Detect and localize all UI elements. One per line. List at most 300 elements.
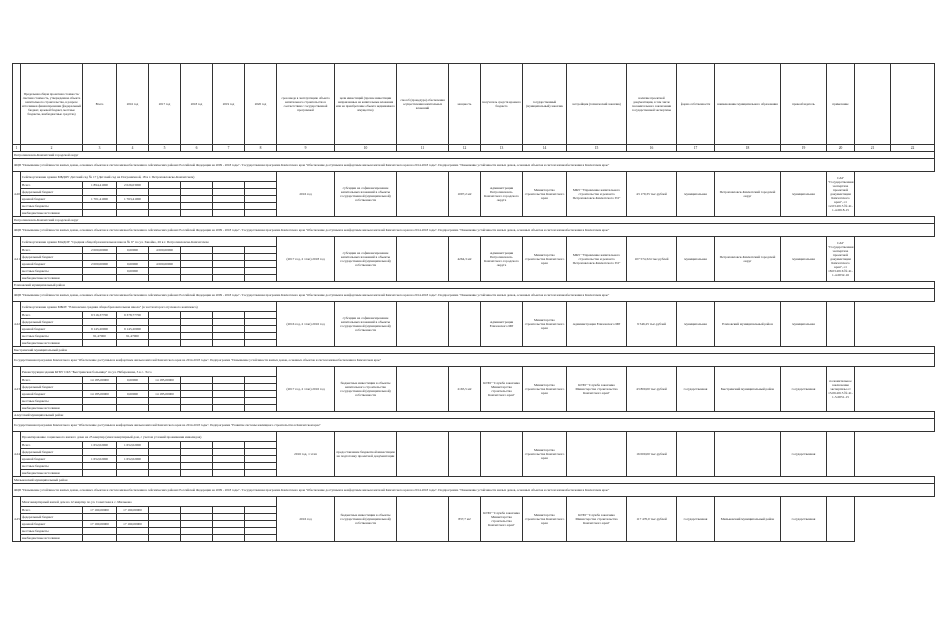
finance-value (149, 326, 181, 333)
finance-value (149, 319, 181, 326)
finance-value (149, 535, 181, 542)
finance-label: местные бюджеты (21, 268, 83, 275)
finance-value (149, 398, 181, 405)
finance-value (213, 210, 245, 217)
finance-value (213, 521, 245, 528)
finance-value: 1 894,41000 (83, 182, 117, 189)
object-goal: бюджетные инвестиции в объекты государственной (муниципальной) собственности (335, 497, 397, 542)
object-number: 4.20 (13, 172, 21, 217)
finance-label: краевой бюджет (21, 326, 83, 333)
header-cell: Предельная общая проектная стоимость/сметная стоимость, утвержденная объекта капитального строительства, в разрезе источников финансирования (федеральный бюджет, краевой бюджет, местные бюджеты, внебюджетные средства) (21, 64, 83, 145)
finance-value (83, 398, 117, 405)
finance-value (117, 189, 149, 196)
object-recipient: Администрация Петропавловск-Камчатского городского округа (481, 172, 523, 217)
object-customer: Министерство строительства Камчатского края (523, 497, 567, 542)
finance-label: федеральный бюджет (21, 514, 83, 521)
object-holder: муниципальная (781, 237, 827, 282)
header-cell: получатель средств краевого бюджета (481, 64, 523, 145)
finance-value (117, 470, 149, 477)
section-row (13, 152, 935, 159)
finance-value (181, 521, 213, 528)
finance-value (245, 391, 277, 398)
finance-value (181, 470, 213, 477)
object-developer: МКУ "Управление капитального строительства и ремонта Петропавловск-Камчатского ГО" (567, 172, 627, 217)
finance-value (181, 247, 213, 254)
finance-value (83, 275, 117, 282)
finance-label: федеральный бюджет (21, 189, 83, 196)
finance-value (149, 340, 181, 347)
finance-value (149, 210, 181, 217)
finance-value (245, 261, 277, 268)
finance-value (213, 326, 245, 333)
object-doc: 117 470,0 тыс.рублей (627, 497, 677, 542)
finance-value: 0,00000 (117, 268, 149, 275)
column-number-row (13, 145, 935, 152)
section-row (13, 347, 935, 354)
finance-value (213, 333, 245, 340)
finance-value (213, 384, 245, 391)
finance-label: федеральный бюджет (21, 449, 83, 456)
finance-value (245, 377, 277, 384)
finance-value (213, 254, 245, 261)
finance-value (149, 268, 181, 275)
finance-label: местные бюджеты (21, 398, 83, 405)
finance-value (181, 189, 213, 196)
object-capacity: 837,7 м2 (449, 497, 481, 542)
column-number: 1 (13, 145, 21, 152)
finance-value (245, 442, 277, 449)
finance-label: внебюджетные источники (21, 535, 83, 542)
column-number: 12 (449, 145, 481, 152)
object-method (397, 367, 449, 412)
table-header-row (13, 64, 935, 145)
object-row (13, 432, 935, 442)
column-number: 6 (181, 145, 213, 152)
header-cell: правообладатель (781, 64, 827, 145)
finance-value (149, 528, 181, 535)
object-number: 4.24 (13, 432, 21, 477)
finance-value (245, 521, 277, 528)
header-cell: наличие проектной документации, в том числе положительного заключения государственной экспертизы (627, 64, 677, 145)
finance-value (149, 196, 181, 203)
object-customer: Министерство строительства Камчатского края (523, 172, 567, 217)
section-title: Елизовский муниципальный район (13, 282, 935, 289)
object-goal: субсидии на софинансирование капитальных вложений в объекты государственной (муниципальной) собственности (335, 172, 397, 217)
finance-value (213, 247, 245, 254)
finance-value (117, 405, 149, 412)
finance-value (117, 340, 149, 347)
finance-value (149, 182, 181, 189)
program-title: ФЦП "Повышение устойчивости жилых домов, основных объектов и систем жизнеобеспечения в сейсмических районах Российской Федерации на 2009 - 2018 годы" / Государственная программа Камчатского края "Обеспечение доступным и комфортным жильем жителей Камчатского края на 2014-2018 годы". Подпрограмма "Повышение устойчивости жилых домов, основных объектов и систем жизнеобеспечения в Камчатском крае" (13, 159, 935, 172)
object-capacity (449, 432, 481, 477)
finance-value (149, 384, 181, 391)
finance-label: местные бюджеты (21, 463, 83, 470)
finance-value (213, 514, 245, 521)
object-recipient: КГБУ "Служба заказчика Министерства строительства Камчатского края" (481, 497, 523, 542)
column-number: 22 (891, 145, 935, 152)
finance-value (245, 312, 277, 319)
object-ownership: государственная (677, 497, 715, 542)
finance-label: внебюджетные источники (21, 340, 83, 347)
finance-value (83, 384, 117, 391)
finance-value (213, 449, 245, 456)
object-ownership: государственная (677, 367, 715, 412)
object-note: САУ "Государственная экспертиза проектной документации Камчатского края", от 12.03.2015 № 41-1-4-0018-15 (827, 172, 855, 217)
finance-value (149, 449, 181, 456)
finance-value (181, 456, 213, 463)
object-note: САУ "Государственная экспертиза проектной документации Камчатского края", от 18.03.2016 № 41-1-4-0032-16 (827, 237, 855, 282)
finance-value (117, 203, 149, 210)
finance-value: 1 652,02000 (117, 456, 149, 463)
object-method (397, 237, 449, 282)
finance-value: 17 160,00000 (83, 507, 117, 514)
object-ownership: муниципальная (677, 302, 715, 347)
finance-value (149, 470, 181, 477)
object-municipality: Быстринский муниципальный район (715, 367, 781, 412)
finance-value (213, 405, 245, 412)
finance-value (245, 449, 277, 456)
column-number: 14 (523, 145, 567, 152)
header-cell: Всего (83, 64, 117, 145)
object-method (397, 497, 449, 542)
object-customer: Министерство строительства Камчатского края (523, 367, 567, 412)
finance-value (181, 442, 213, 449)
header-cell: 2019 год (213, 64, 245, 145)
finance-value (245, 384, 277, 391)
finance-value: 2 000,00000 (83, 247, 117, 254)
object-municipality: Мильковский муниципальный район (715, 497, 781, 542)
object-years: (2016 год, 2 этап) 2016 год (277, 302, 335, 347)
object-number: 4.21 (13, 237, 21, 282)
finance-value (83, 405, 117, 412)
section-title: Мильковский муниципальный район (13, 477, 935, 484)
finance-value: 14 185,00000 (83, 377, 117, 384)
finance-value (213, 377, 245, 384)
finance-value (117, 535, 149, 542)
finance-value (83, 449, 117, 456)
finance-value (213, 340, 245, 347)
finance-value (213, 261, 245, 268)
object-capacity: 2165,5 м2 (449, 367, 481, 412)
finance-value (149, 507, 181, 514)
finance-label: краевой бюджет (21, 391, 83, 398)
object-recipient: Администрация Елизовского МР (481, 302, 523, 347)
finance-value (245, 463, 277, 470)
finance-value (83, 535, 117, 542)
finance-value (245, 319, 277, 326)
program-row (13, 159, 935, 172)
finance-value (83, 319, 117, 326)
column-number: 4 (117, 145, 149, 152)
finance-value (245, 189, 277, 196)
section-title: Петропавловск-Камчатский городской округ (13, 152, 935, 159)
finance-value: 14 185,00000 (83, 391, 117, 398)
finance-label: Всего (21, 377, 83, 384)
finance-value (149, 275, 181, 282)
finance-value (149, 203, 181, 210)
finance-value (213, 507, 245, 514)
object-name: Многоквартирный жилой дом на 12 квартир по ул. Советская в с. Мильково (21, 497, 277, 507)
finance-value: 17 160,00000 (117, 507, 149, 514)
object-goal: субсидии на софинансирование капитальных вложений в объекты государственной (муниципальной) собственности (335, 302, 397, 347)
object-note (827, 302, 855, 347)
finance-label: Всего (21, 507, 83, 514)
finance-value: 0,00000 (117, 261, 149, 268)
column-number: 9 (277, 145, 335, 152)
finance-value (213, 398, 245, 405)
header-cell: способ (процедура) обеспечения осуществления капитальных вложений (397, 64, 449, 145)
object-number: 4.25 (13, 497, 21, 542)
finance-value (213, 182, 245, 189)
object-customer: Министерство строительства Камчатского края (523, 237, 567, 282)
object-holder: государственная (781, 367, 827, 412)
finance-value: 9 516,37700 (83, 312, 117, 319)
finance-value (245, 456, 277, 463)
finance-value (181, 528, 213, 535)
header-cell: срок ввода в эксплуатацию объекта капитального строительства в соответствии с государственной программой (277, 64, 335, 145)
finance-label: краевой бюджет (21, 456, 83, 463)
finance-value (149, 463, 181, 470)
program-row (13, 484, 935, 497)
finance-value: 9 145,20000 (83, 326, 117, 333)
object-recipient: Администрация Петропавловск-Камчатского городского округа (481, 237, 523, 282)
object-row (13, 172, 935, 182)
finance-value (181, 261, 213, 268)
object-method (397, 302, 449, 347)
finance-value: 4 000,00000 (149, 261, 181, 268)
column-number: 16 (627, 145, 677, 152)
program-title: ФЦП "Повышение устойчивости жилых домов, основных объектов и систем жизнеобеспечения в сейсмических районах Российской Федерации на 2009 - 2018 годы" / Государственная программа Камчатского края "Обеспечение доступным и комфортным жильем жителей Камчатского края на 2014-2018 годы". Подпрограмма "Повышение устойчивости жилых домов, основных объектов и систем жизнеобеспечения в Камчатском крае" (13, 484, 935, 497)
finance-value (245, 326, 277, 333)
finance-value (117, 319, 149, 326)
program-title: Государственная программа Камчатского края "Обеспечение доступным и комфортным жильем жителей Камчатского края на 2014-2018 годы". Подпрограмма "Развитие системы жилищного строительства в Камчатском крае" (13, 419, 935, 432)
finance-value: 17 160,00000 (117, 521, 149, 528)
object-doc: 107 574,324 тыс.рублей (627, 237, 677, 282)
finance-value (149, 189, 181, 196)
finance-label: федеральный бюджет (21, 254, 83, 261)
object-holder: государственная (781, 432, 827, 477)
finance-value: 9 145,20000 (117, 326, 149, 333)
object-name: Сейсмоусиление здания МАДОУ "Средняя общеобразовательная школа № 6" по ул. Завойко, 26 в г. Петропавловске-Камчатском (21, 237, 277, 247)
finance-label: внебюджетные источники (21, 470, 83, 477)
object-years: (2017 год, 2 этап) 2016 год (277, 367, 335, 412)
finance-value (181, 514, 213, 521)
object-number: 4.23 (13, 367, 21, 412)
object-years: 2016 год, 1 этап (277, 432, 335, 477)
object-ownership (677, 432, 715, 477)
section-row (13, 477, 935, 484)
finance-value (213, 275, 245, 282)
column-number: 3 (83, 145, 117, 152)
finance-value (213, 203, 245, 210)
finance-value (181, 449, 213, 456)
finance-value (181, 182, 213, 189)
finance-value (181, 196, 213, 203)
program-row (13, 354, 935, 367)
finance-value (83, 470, 117, 477)
finance-value (213, 470, 245, 477)
section-title: Петропавловск-Камчатский городской округ (13, 217, 935, 224)
finance-label: краевой бюджет (21, 261, 83, 268)
header-cell: наименование муниципального образования (715, 64, 781, 145)
column-number: 5 (149, 145, 181, 152)
finance-value (181, 398, 213, 405)
object-method (397, 172, 449, 217)
finance-value: 0,00000 (117, 377, 149, 384)
finance-value (149, 442, 181, 449)
finance-value: 91,47000 (117, 333, 149, 340)
finance-label: краевой бюджет (21, 521, 83, 528)
finance-value (181, 254, 213, 261)
object-goal: предоставление бюджетной инвестиции на подготовку проектной документации (335, 432, 397, 477)
finance-label: внебюджетные источники (21, 405, 83, 412)
object-ownership: муниципальная (677, 172, 715, 217)
object-holder: муниципальная (781, 302, 827, 347)
finance-value: 0,00000 (117, 391, 149, 398)
finance-value (117, 384, 149, 391)
finance-value (245, 333, 277, 340)
object-goal: субсидии на софинансирование капитальных вложений в объекты государственной (муниципальной) собственности (335, 237, 397, 282)
object-row (13, 367, 935, 377)
finance-value (213, 391, 245, 398)
object-municipality: Петропавловск-Камчатский городской округ (715, 237, 781, 282)
object-recipient: КГБУ "Служба заказчика Министерства строительства Камчатского края" (481, 367, 523, 412)
object-row (13, 302, 935, 312)
finance-value (181, 203, 213, 210)
finance-value: 2 026,03000 (117, 182, 149, 189)
finance-value (149, 254, 181, 261)
finance-value (245, 528, 277, 535)
finance-value (83, 528, 117, 535)
object-customer: Министерство строительства Камчатского края (523, 432, 567, 477)
finance-value: 1 763,41000 (117, 196, 149, 203)
object-holder: государственная (781, 497, 827, 542)
object-doc: 43 800,00 тыс.рублей (627, 367, 677, 412)
table-body (13, 152, 935, 542)
finance-value (213, 528, 245, 535)
object-ownership: муниципальная (677, 237, 715, 282)
object-capacity (449, 302, 481, 347)
finance-value (117, 398, 149, 405)
object-developer: КГБУ "Служба заказчика Министерства строительства Камчатского края" (567, 497, 627, 542)
finance-value (245, 405, 277, 412)
finance-value (117, 463, 149, 470)
finance-value (149, 333, 181, 340)
investment-objects-table (12, 63, 935, 542)
finance-label: федеральный бюджет (21, 384, 83, 391)
finance-label: Всего (21, 247, 83, 254)
object-name: Проектирование социального жилого дома на 25 квартир (многоквартирный дом, с учетом условий проживания инвалидов) (21, 432, 277, 442)
section-title: Алеутский муниципальный район (13, 412, 935, 419)
finance-value: 1 652,02000 (117, 442, 149, 449)
finance-value (149, 405, 181, 412)
finance-value (181, 275, 213, 282)
object-row (13, 237, 935, 247)
finance-value (245, 254, 277, 261)
program-title: Государственная программа Камчатского края "Обеспечение доступным и комфортным жильем жителей Камчатского края на 2014-2018 годы". Подпрограмма "Повышение устойчивости жилых домов, основных объектов и систем жизнеобеспечения в Камчатском крае" (13, 354, 935, 367)
column-number: 15 (567, 145, 627, 152)
finance-value (181, 463, 213, 470)
object-recipient (481, 432, 523, 477)
program-title: ФЦП "Повышение устойчивости жилых домов, основных объектов и систем жизнеобеспечения в сейсмических районах Российской Федерации на 2009 - 2018 годы" / Государственная программа Камчатского края "Обеспечение доступным и комфортным жильем жителей Камчатского края на 2014-2018 годы". Подпрограмма "Повышение устойчивости жилых домов, основных объектов и систем жизнеобеспечения в Камчатском крае" (13, 289, 935, 302)
finance-value (245, 203, 277, 210)
finance-value (213, 268, 245, 275)
finance-value (213, 456, 245, 463)
header-cell: 2018 год (181, 64, 213, 145)
finance-label: Всего (21, 442, 83, 449)
object-developer (567, 432, 627, 477)
finance-label: Всего (21, 312, 83, 319)
object-note (827, 497, 855, 542)
finance-value (149, 456, 181, 463)
header-cell (855, 64, 891, 145)
finance-value (83, 463, 117, 470)
header-cell-number (13, 64, 21, 145)
finance-value (213, 319, 245, 326)
object-municipality: Елизовский муниципальный район (715, 302, 781, 347)
finance-value (117, 254, 149, 261)
finance-value: 14 185,00000 (149, 377, 181, 384)
section-row (13, 282, 935, 289)
finance-value (245, 535, 277, 542)
finance-value (245, 398, 277, 405)
finance-value: 17 160,00000 (83, 521, 117, 528)
finance-value (181, 391, 213, 398)
finance-value (181, 377, 213, 384)
object-goal: бюджетные инвестиции в объекты капитального строительства государственной (муниципальной) собственности (335, 367, 397, 412)
section-title: Быстринский муниципальный район (13, 347, 935, 354)
finance-value (245, 514, 277, 521)
object-holder: муниципальная (781, 172, 827, 217)
finance-value: 14 185,00000 (149, 391, 181, 398)
header-cell: цели инвестиций (прочие инвестиции направленные на капитальные вложения или на приобретение объекта недвижимого имущества) (335, 64, 397, 145)
section-row (13, 412, 935, 419)
finance-value (245, 340, 277, 347)
object-doc: 9 546,25 тыс.рублей (627, 302, 677, 347)
column-number: 11 (397, 145, 449, 152)
finance-value (149, 514, 181, 521)
column-number: 17 (677, 145, 715, 152)
finance-value (213, 189, 245, 196)
finance-label: местные бюджеты (21, 203, 83, 210)
finance-value (245, 196, 277, 203)
finance-value (181, 210, 213, 217)
finance-value (181, 333, 213, 340)
finance-value: 9 378,77700 (117, 312, 149, 319)
object-customer: Министерство строительства Камчатского края (523, 302, 567, 347)
finance-value (83, 210, 117, 217)
finance-label: краевой бюджет (21, 196, 83, 203)
finance-value: 1 701,41000 (83, 196, 117, 203)
section-row (13, 217, 935, 224)
finance-value (83, 189, 117, 196)
header-cell: государственный (муниципальный) заказчик (523, 64, 567, 145)
finance-value (83, 254, 117, 261)
finance-value: 1 652,02000 (83, 442, 117, 449)
object-doc: 16 000,00 тыс.рублей (627, 432, 677, 477)
header-cell: застройщик (технический заказчик) (567, 64, 627, 145)
header-cell: 2017 год (149, 64, 181, 145)
finance-value: 0,00000 (117, 247, 149, 254)
header-cell: 2016 год (117, 64, 149, 145)
column-number: 8 (245, 145, 277, 152)
object-name: Реконструкция здания КГБУ СКЗ "Быстринская больница" по ул. Набережная, 3 в с. Эссо (21, 367, 277, 377)
object-note (827, 432, 855, 477)
finance-value (117, 275, 149, 282)
object-note: положительное заключение экспертизы от 15.06.2015 № 41-1-5-0051-15 (827, 367, 855, 412)
header-cell: 2020 год (245, 64, 277, 145)
object-name: Сейсмоусиление здания МБОУ "Елизовская средняя общеобразовательная школа" (в части второго пускового комплекса) (21, 302, 277, 312)
